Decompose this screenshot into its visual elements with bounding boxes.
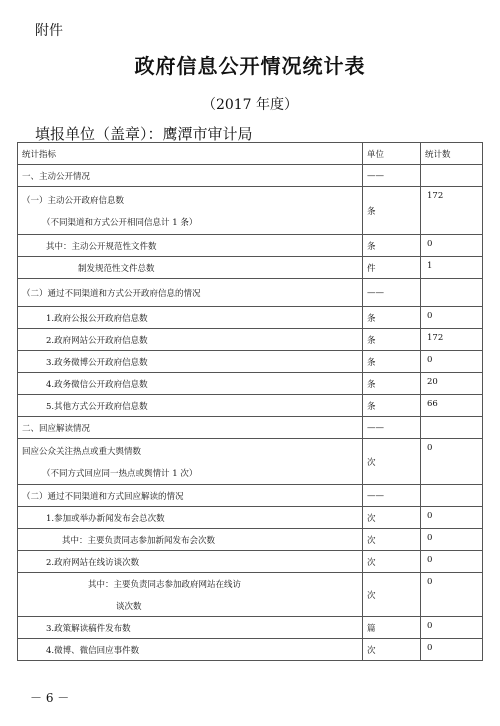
row-label: 3.政策解读稿件发布数 (18, 617, 363, 639)
row-value: 0 (421, 551, 483, 573)
row-unit: 次 (363, 439, 421, 485)
row-value (421, 485, 483, 507)
row-label: （二）通过不同渠道和方式公开政府信息的情况 (18, 279, 363, 307)
row-value: 0 (421, 235, 483, 257)
row-unit: 条 (363, 187, 421, 235)
row-label-note: 谈次数 (116, 601, 142, 612)
row-value: 0 (421, 439, 483, 485)
row-label: 其中：主要负责同志参加新闻发布会次数 (18, 529, 363, 551)
row-label: 其中：主动公开规范性文件数 (18, 235, 363, 257)
header-indicator: 统计指标 (18, 143, 363, 165)
table-row (18, 187, 483, 235)
table-row (18, 485, 483, 507)
header-count: 统计数 (421, 143, 483, 165)
row-value: 172 (421, 187, 483, 235)
row-unit: 次 (363, 551, 421, 573)
row-value: 0 (421, 351, 483, 373)
row-label: 4.政务微信公开政府信息数 (18, 373, 363, 395)
report-year: （2017 年度） (201, 97, 299, 113)
table-row (18, 529, 483, 551)
row-unit: 条 (363, 373, 421, 395)
table-header-row (18, 143, 483, 165)
table-row (18, 279, 483, 307)
table-row (18, 617, 483, 639)
row-value: 0 (421, 639, 483, 661)
table-row (18, 439, 483, 485)
row-label-main: 其中：主要负责同志参加政府网站在线访 (88, 579, 242, 590)
row-label: 一、主动公开情况 (18, 165, 363, 187)
row-unit: 篇 (363, 617, 421, 639)
row-label: 2.政府网站在线访谈次数 (18, 551, 363, 573)
row-value: 0 (421, 617, 483, 639)
page-number: － 6 － (30, 691, 70, 705)
row-unit: 条 (363, 395, 421, 417)
table-row (18, 507, 483, 529)
table-row (18, 235, 483, 257)
row-label: （二）通过不同渠道和方式回应解读的情况 (18, 485, 363, 507)
row-label: 1.参加或举办新闻发布会总次数 (18, 507, 363, 529)
table-row (18, 373, 483, 395)
row-unit: —— (363, 279, 421, 307)
row-label: 制发规范性文件总数 (18, 257, 363, 279)
table-row (18, 307, 483, 329)
attachment-label: 附件 (35, 23, 63, 39)
header-unit: 单位 (363, 143, 421, 165)
row-label: 2.政府网站公开政府信息数 (18, 329, 363, 351)
row-value: 0 (421, 573, 483, 617)
row-value: 66 (421, 395, 483, 417)
row-unit: 件 (363, 257, 421, 279)
row-value (421, 165, 483, 187)
row-unit: 条 (363, 307, 421, 329)
row-unit: —— (363, 485, 421, 507)
row-label: 4.微博、微信回应事件数 (18, 639, 363, 661)
row-value: 1 (421, 257, 483, 279)
row-value: 0 (421, 507, 483, 529)
row-unit: 次 (363, 529, 421, 551)
row-value: 172 (421, 329, 483, 351)
row-unit: 条 (363, 351, 421, 373)
row-unit: 次 (363, 639, 421, 661)
table-row (18, 551, 483, 573)
row-label (18, 187, 363, 235)
table-row (18, 329, 483, 351)
row-label (18, 573, 363, 617)
row-label (18, 439, 363, 485)
row-label-note: （不同渠道和方式公开相同信息计 1 条） (42, 217, 198, 228)
table-row (18, 639, 483, 661)
table-row (18, 257, 483, 279)
row-label: 3.政务微博公开政府信息数 (18, 351, 363, 373)
statistics-table (17, 142, 483, 661)
table-row (18, 395, 483, 417)
row-unit: —— (363, 417, 421, 439)
filing-unit: 填报单位（盖章）：鹰潭市审计局 (35, 125, 253, 143)
table-row (18, 165, 483, 187)
table-row (18, 351, 483, 373)
row-unit: 次 (363, 573, 421, 617)
row-unit: 条 (363, 235, 421, 257)
table-row (18, 417, 483, 439)
row-value: 20 (421, 373, 483, 395)
row-unit: 条 (363, 329, 421, 351)
row-label-main: 回应公众关注热点或重大舆情数 (22, 446, 142, 457)
row-label-main: （一）主动公开政府信息数 (22, 195, 125, 206)
row-value (421, 417, 483, 439)
row-label: 5.其他方式公开政府信息数 (18, 395, 363, 417)
row-value (421, 279, 483, 307)
row-label: 二、回应解读情况 (18, 417, 363, 439)
table-row (18, 573, 483, 617)
row-unit: 次 (363, 507, 421, 529)
row-label-note: （不同方式回应同一热点或舆情计 1 次） (42, 468, 198, 479)
row-unit: —— (363, 165, 421, 187)
row-label: 1.政府公报公开政府信息数 (18, 307, 363, 329)
row-value: 0 (421, 529, 483, 551)
page-title: 政府信息公开情况统计表 (134, 54, 366, 78)
row-value: 0 (421, 307, 483, 329)
